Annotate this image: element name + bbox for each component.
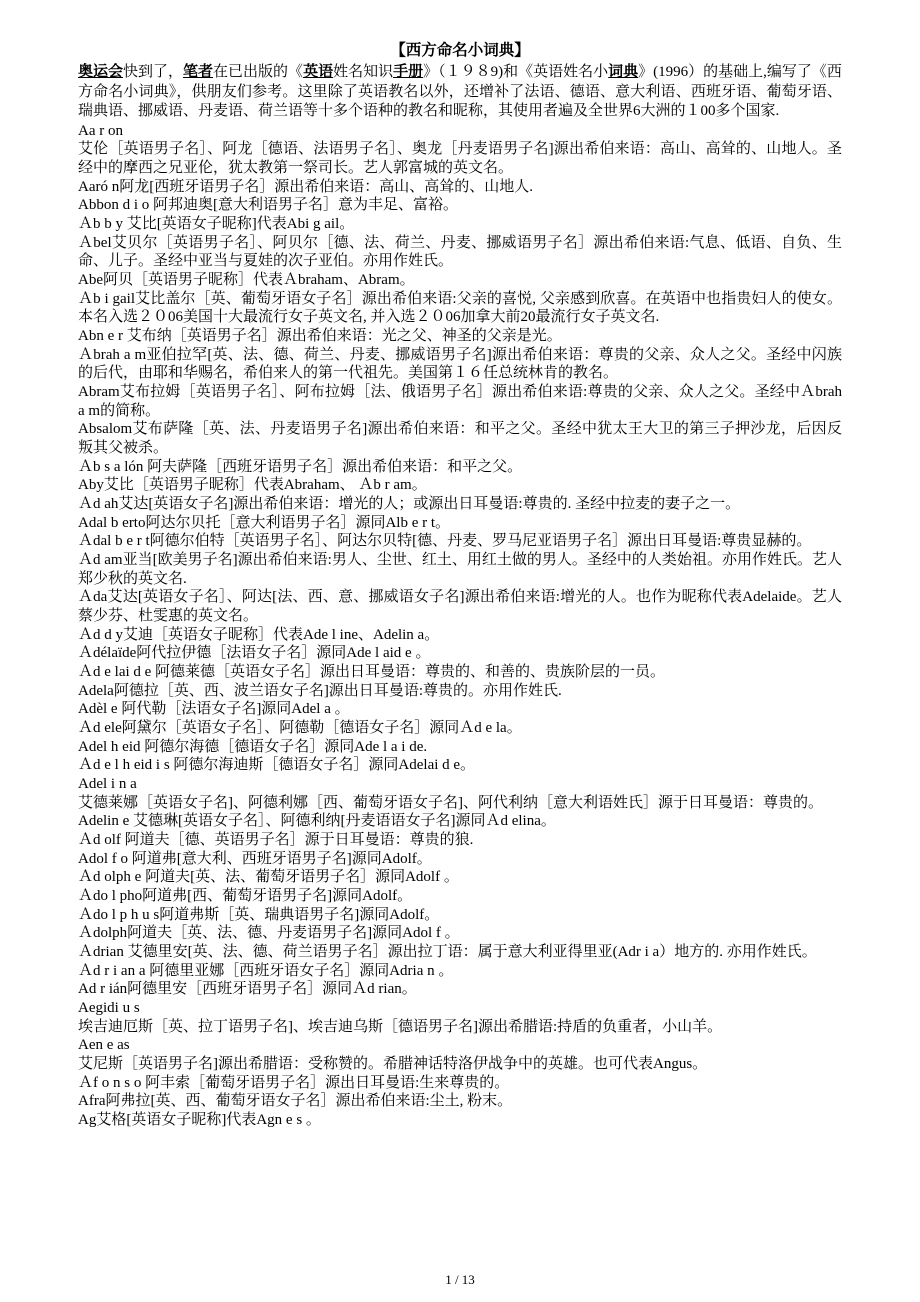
dictionary-entry: Ａd ele阿黛尔［英语女子名］、阿德勒［德语女子名］源同Ａd e la。 [78, 720, 522, 736]
dictionary-entry: Ａd ah艾达[英语女子名]源出希伯来语：增光的人；或源出日耳曼语:尊贵的. 圣经中拉麦的妻子之一。 [78, 495, 741, 512]
dictionary-entry: Ag艾格[英语女子昵称]代表Agn e s 。 [78, 1112, 321, 1129]
dictionary-entry: Ａdélaïde阿代拉伊德［法语女子名］源同Ade l aid e 。 [78, 645, 431, 662]
entry-headword: Abbon d i o 阿邦迪奥[意大利语男子名］意为丰足、富裕。 [78, 197, 458, 214]
dictionary-entry: Ａd olf 阿道夫［德、英语男子名］源于日耳曼语：尊贵的狼. [78, 832, 474, 849]
dictionary-entry: Ａd e lai d e 阿德莱德［英语女子名］源出日耳曼语：尊贵的、和善的、贵族阶层的一员。 [78, 663, 666, 680]
dictionary-entry: Ａb s a lón 阿夫萨隆［西班牙语男子名］源出希伯来语：和平之父。 [78, 458, 523, 475]
page-title: 【西方命名小词典】 [390, 42, 530, 59]
dictionary-entry: Adel h eid 阿德尔海德［德语女子名］源同Ade l a i de. [78, 738, 428, 755]
dictionary-entry: Ａb b y 艾比[英语女子昵称]代表Abi g ail。 [78, 215, 355, 232]
dictionary-entry: Ａdo l pho阿道弗[西、葡萄牙语男子名]源同Adolf。 [78, 888, 413, 905]
dictionary-entry: Ａdrian 艾德里安[英、法、德、荷兰语男子名］源出拉丁语：属于意大利亚得里亚(Adr i a）地方的. 亦用作姓氏。 [78, 944, 817, 961]
dictionary-entry: Adol f o 阿道弗[意大利、西班牙语男子名]源同Adolf。 [78, 850, 432, 867]
dictionary-entry: Ａdal b e r t阿德尔伯特［英语男子名］、阿达尔贝特[德、丹麦、罗马尼亚语男子名］源出日耳曼语:尊贵显赫的。 [78, 533, 812, 550]
dictionary-entry: 艾德莱娜［英语女子名]、阿德利娜［西、葡萄牙语女子名]、阿代利纳［意大利语姓氏］源于日耳曼语：尊贵的。 [78, 794, 823, 811]
dictionary-entry: Aby艾比［英语男子昵称］代表Abraham、 Ａb r am。 [78, 477, 427, 494]
dictionary-entry: 埃吉迪厄斯［英、拉丁语男子名]、埃吉迪乌斯［德语男子名]源出希腊语:持盾的负重者，小山羊。 [78, 1018, 723, 1035]
dictionary-entry: Adèl e 阿代勒［法语女子名]源同Adel a 。 [78, 701, 350, 718]
dictionary-entry: Ａdo l p h u s阿道弗斯［英、瑞典语男子名]源同Adolf。 [78, 906, 440, 923]
entry-headword: Adel i n a [78, 776, 137, 793]
dictionary-entry: Ａda艾达[英语女子名］、阿达[法、西、意、挪威语女子名]源出希伯来语:增光的人。也作为昵称代表Adelaide。艺人蔡少芬、杜雯惠的英文名。 [78, 589, 842, 624]
dictionary-entry: Ａbrah a m亚伯拉罕[英、法、德、荷兰、丹麦、挪威语男子名]源出希伯来语：尊贵的父亲、众人之父。圣经中闪族的后代，由耶和华赐名，希伯来人的第一代祖先。美国第１６任总统林肯的教名。 [78, 346, 842, 382]
dictionary-entry: Ａdolph阿道夫［英、法、德、丹麦语男子名]源同Adol f 。 [78, 925, 460, 942]
dictionary-entry: Abram艾布拉姆［英语男子名］、阿布拉姆［法、俄语男子名］源出希伯来语:尊贵的父亲、众人之父。圣经中Ａbrah a m的简称。 [78, 383, 842, 419]
dictionary-entry: Afra阿弗拉[英、西、葡萄牙语女子名］源出希伯来语:尘土, 粉末。 [78, 1093, 513, 1110]
dictionary-entry: Ａbel艾贝尔［英语男子名］、阿贝尔［德、法、荷兰、丹麦、挪威语男子名］源出希伯来语:气息、低语、自负、生命、儿子。圣经中亚当与夏娃的次子亚伯。亦用作姓氏。 [78, 234, 842, 270]
dictionary-entry: Ａd r i an a 阿德里亚娜［西班牙语女子名］源同Adria n 。 [78, 962, 454, 979]
dictionary-entry: Aaró n阿龙[西班牙语男子名］源出希伯来语：高山、高耸的、山地人. [78, 178, 533, 195]
dictionary-entry: Ａd e l h eid i s 阿德尔海迪斯［德语女子名］源同Adelai d e。 [78, 757, 476, 774]
dictionary-entry: Ａd olph e 阿道夫[英、法、葡萄牙语男子名］源同Adolf 。 [78, 869, 459, 886]
dictionary-entry: Ａf o n s o 阿丰索［葡萄牙语男子名］源出日耳曼语:生来尊贵的。 [78, 1074, 510, 1091]
dictionary-entry: Adal b erto阿达尔贝托［意大利语男子名］源同Alb e r t。 [78, 514, 451, 531]
dictionary-entry: 艾尼斯［英语男子名]源出希腊语：受称赞的。希腊神话特洛伊战争中的英雄。也可代表Angus。 [78, 1056, 708, 1073]
dictionary-entry: Absalom艾布萨隆［英、法、丹麦语男子名]源出希伯来语：和平之父。圣经中犹太王大卫的第三子押沙龙，后因反叛其父被杀。 [78, 421, 842, 456]
dictionary-entry: Ａd am亚当[欧美男子名]源出希伯来语:男人、尘世、红土、用红土做的男人。圣经中的人类始祖。亦用作姓氏。艺人郑少秋的英文名. [78, 551, 842, 587]
dictionary-entry: Adelin e 艾德琳[英语女子名］、阿德利纳[丹麦语语女子名]源同Ａd elina。 [78, 813, 556, 830]
entry-headword: Aa r on [78, 122, 123, 139]
dictionary-entry: Adela阿德拉［英、西、波兰语女子名]源出日耳曼语:尊贵的。亦用作姓氏. [78, 682, 562, 699]
dictionary-entry: 艾伦［英语男子名］、阿龙［德语、法语男子名］、奥龙［丹麦语男子名]源出希伯来语：高山、高耸的、山地人。圣经中的摩西之兄亚伦，犹太教第一祭司长。艺人郭富城的英文名。 [78, 141, 842, 176]
dictionary-entry: Abn e r 艾布纳［英语男子名］源出希伯来语：光之父、神圣的父亲是光。 [78, 327, 562, 344]
entry-headword: Aegidi u s [78, 1000, 140, 1017]
dictionary-entry: Ａb i gail艾比盖尔［英、葡萄牙语女子名］源出希伯来语:父亲的喜悦, 父亲感到欣喜。在英语中也指贵妇人的使女。本名入选２０06美国十大最流行女子英文名, 并入选２０06加拿大前20最流行女子英文名. [78, 290, 842, 326]
dictionary-entry: Abe阿贝［英语男子昵称］代表Ａbraham、Abram。 [78, 271, 415, 288]
intro-paragraph: 奥运会快到了，笔者在已出版的《英语姓名知识手册》（１９８9)和《英语姓名小词典》(1996）的基础上,编写了《西方命名小词典》，供朋友们参考。这里除了英语教名以外，还增补了法语、德语、意大利语、西班牙语、葡萄牙语、瑞典语、挪威语、丹麦语、荷兰语等十多个语种的教名和昵称，其使用者遍及全世界6大洲的１00多个国家. [78, 64, 842, 119]
dictionary-entry: Ａd d y艾迪［英语女子昵称］代表Ade l ine、Adelin a。 [78, 626, 440, 643]
page-number: 1 / 13 [445, 1272, 475, 1287]
dictionary-entry-list [78, 122, 842, 1130]
dictionary-entry: Ad r ián阿德里安［西班牙语男子名］源同Ａd rian。 [78, 981, 417, 998]
entry-headword: Aen e as [78, 1037, 130, 1054]
